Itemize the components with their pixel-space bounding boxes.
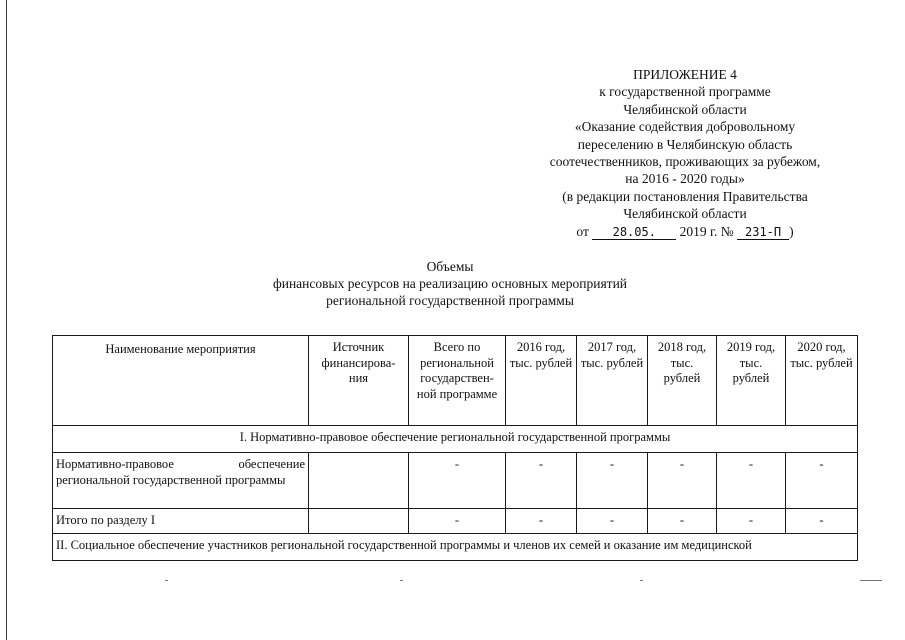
year-label: 2019 г. № xyxy=(679,223,734,239)
appendix-line: Челябинской области xyxy=(623,206,747,222)
table-header-row xyxy=(53,336,858,426)
row-2017-cell: - xyxy=(577,509,648,534)
appendix-line: соотечественников, проживающих за рубежом, xyxy=(549,154,821,170)
close-paren: ) xyxy=(789,223,794,239)
decree-date-line xyxy=(520,223,850,240)
decree-date: 28.05. xyxy=(592,226,676,240)
scan-mark xyxy=(400,580,403,581)
section-title: II. Социальное обеспечение участников региональной государственной программы и членов их семей и оказание им медицинской xyxy=(53,533,858,560)
section-row xyxy=(53,533,858,560)
page-edge-line xyxy=(6,0,7,640)
header-cell-2019: 2019 год, тыс. рублей xyxy=(717,336,786,426)
appendix-line: переселению в Челябинскую область xyxy=(577,136,793,152)
header-cell-2017: 2017 год, тыс. рублей xyxy=(577,336,648,426)
header-cell-name: Наименование мероприятия xyxy=(53,336,309,426)
header-cell-2018: 2018 год, тыс. рублей xyxy=(648,336,717,426)
document-heading xyxy=(200,258,700,309)
row-2018-cell: - xyxy=(648,509,717,534)
row-name-cell: Итого по разделу I xyxy=(53,509,309,534)
row-2020-cell: - xyxy=(786,509,858,534)
appendix-line: (в редакции постановления Правительства xyxy=(562,188,808,204)
section-row xyxy=(53,426,858,453)
financing-table xyxy=(52,335,858,561)
from-label: от xyxy=(576,223,589,239)
row-2017-cell: - xyxy=(577,453,648,509)
appendix-line: Челябинской области xyxy=(623,101,747,117)
heading-line: финансовых ресурсов на реализацию основных мероприятий xyxy=(272,276,628,291)
header-cell-source: Источник финансирова-ния xyxy=(309,336,409,426)
scan-mark xyxy=(165,580,168,581)
scan-mark xyxy=(860,580,882,581)
row-2020-cell: - xyxy=(786,453,858,509)
heading-title: Объемы xyxy=(426,259,474,274)
row-2019-cell: - xyxy=(717,453,786,509)
row-source-cell xyxy=(309,509,409,534)
row-total-cell: - xyxy=(409,509,506,534)
appendix-block xyxy=(520,66,850,240)
row-source-cell xyxy=(309,453,409,509)
appendix-line: к государственной программе xyxy=(599,84,771,100)
row-2019-cell: - xyxy=(717,509,786,534)
scan-mark xyxy=(640,580,643,581)
appendix-title: ПРИЛОЖЕНИЕ 4 xyxy=(633,67,737,82)
row-2016-cell: - xyxy=(506,509,577,534)
header-cell-2020: 2020 год, тыс. рублей xyxy=(786,336,858,426)
section-title: I. Нормативно-правовое обеспечение региональной государственной программы xyxy=(53,426,858,453)
header-cell-total: Всего по региональной государствен-ной программе xyxy=(409,336,506,426)
row-name-cell: Нормативно-правовое обеспечение региональной государственной программы xyxy=(53,453,309,509)
table-row xyxy=(53,453,858,509)
header-cell-2016: 2016 год, тыс. рублей xyxy=(506,336,577,426)
heading-line: региональной государственной программы xyxy=(326,293,574,308)
appendix-line: на 2016 - 2020 годы» xyxy=(625,171,745,187)
table-row-total xyxy=(53,509,858,534)
row-2018-cell: - xyxy=(648,453,717,509)
appendix-line: «Оказание содействия добровольному xyxy=(574,119,796,135)
decree-number: 231-П xyxy=(737,226,789,240)
row-2016-cell: - xyxy=(506,453,577,509)
row-total-cell: - xyxy=(409,453,506,509)
